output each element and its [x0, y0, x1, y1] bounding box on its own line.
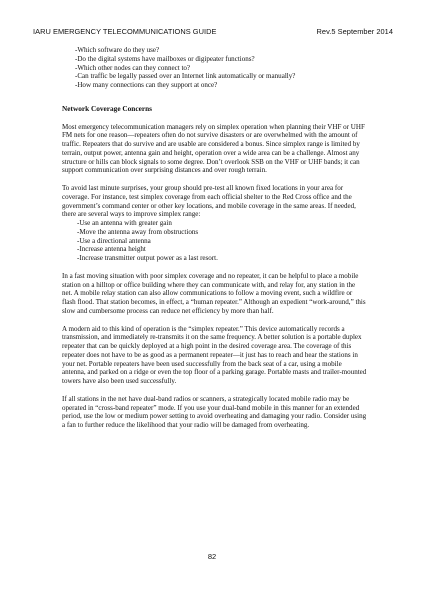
paragraph: In a fast moving situation with poor simplex coverage and no repeater, it can be helpful to place a mobile station on a hilltop or office building where they can communicate with, and relay for, any station in the net. A mobile relay station can also allow communications to follow a moving event, such a wildfire or flash flood. That station becomes, in effect, a “human repeater.” Although an expedient “work-around,” this slow and cumbersome process can reduce net efficiency by more than half.: [62, 271, 366, 315]
option-item: -Increase transmitter output power as a last resort.: [77, 254, 218, 262]
paragraph: A modern aid to this kind of operation is the “simplex repeater.” This device automatically records a transmission, and immediately re-transmits it on the same frequency. A better solution is a portable duplex repeater that can be quickly deployed at a high point in the desired coverage area. The coverage of this repeater does not have to be as good as a permanent repeater—it just has to reach and hear the stations in your net. Portable repeaters have been used successfully from the back seat of a car, using a mobile antenna, and parked on a ridge or even the top floor of a parking garage. Portable masts and trailer-mounted towers have also been used successfully.: [62, 324, 367, 385]
question-item: -Which other nodes can they connect to?: [75, 63, 191, 72]
question-item: -Do the digital systems have mailboxes or digipeater functions?: [75, 54, 255, 63]
option-item: -Move the antenna away from obstructions: [77, 227, 199, 236]
question-item: -How many connections can they support at once?: [75, 81, 218, 89]
question-item: -Which software do they use?: [75, 46, 160, 54]
page-number: 82: [207, 552, 217, 561]
option-item: -Use a directional antenna: [77, 236, 151, 245]
option-item: -Increase antenna height: [77, 245, 146, 254]
page-content: [62, 46, 367, 430]
option-list: [62, 219, 367, 263]
section-heading: Network Coverage Concerns: [62, 103, 152, 113]
paragraph: To avoid last minute surprises, your group should pre-test all known fixed locations in your area for coverage. For instance, test simplex coverage from each official shelter to the Red Cross office and the government’s command center or other key locations, and mobile coverage in the same areas. If needed, there are several ways to improve simplex range:: [62, 184, 356, 219]
paragraph: If all stations in the net have dual-band radios or scanners, a strategically located mobile radio may be operated in “cross-band repeater” mode. If you use your dual-band mobile in this manner for an extended period, use the low or medium power setting to avoid overheating and damaging your radio. Consider using a fan to further reduce the likelihood that your radio will be damaged from overheating.: [62, 394, 367, 429]
guide-title: IARU EMERGENCY TELECOMMUNICATIONS GUIDE: [33, 27, 217, 36]
paragraph: Most emergency telecommunication managers rely on simplex operation when planning their VHF or UHF FM nets for one reason—repeaters often do not survive disasters or are overwhelmed with the amount of traffic. Repeaters that do survive and are usable are considered a bonus. Since simplex range is limited by terrain, output power, antenna gain and height, operation over a wide area can be a challenge. Almost any structure or hills can block signals to some degree. Don’t overlook SSB on the VHF or UHF bands; it can support communication over surprising distances and over rough terrain.: [62, 122, 365, 175]
option-item: -Use an antenna with greater gain: [77, 219, 172, 227]
question-item: -Can traffic be legally passed over an Internet link automatically or manually?: [75, 72, 296, 81]
revision-label: Rev.5 September 2014: [316, 27, 393, 36]
question-list: [62, 46, 367, 90]
